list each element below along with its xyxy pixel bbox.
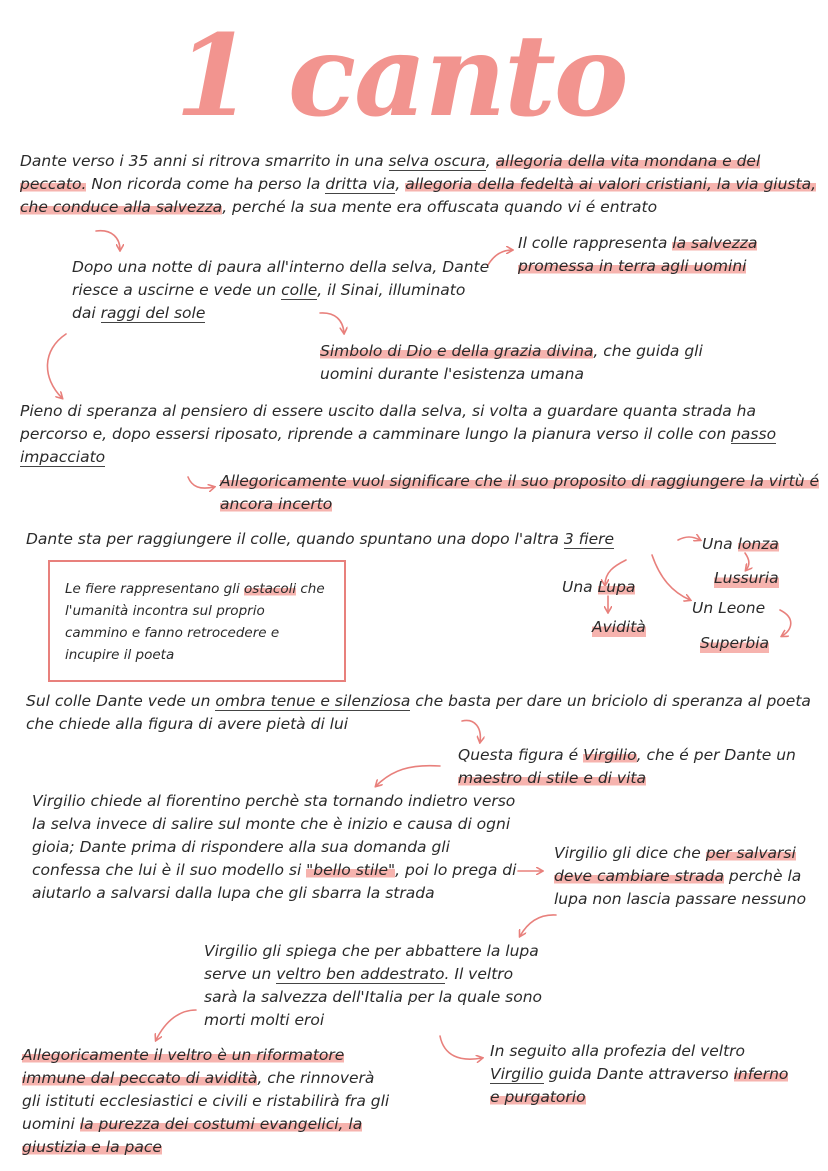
lupa-prefix: Una	[562, 578, 598, 596]
colle-note-highlight: la salvezza promessa in terra agli uomini	[518, 234, 758, 275]
chiede-text: , poi lo prega di aiutarlo a salvarsi dalla lupa che gli sbarra la strada	[32, 861, 517, 902]
superbia-label: Superbia	[700, 632, 769, 655]
lupa-label	[562, 576, 635, 599]
dritta-via-term: dritta via	[325, 175, 396, 193]
arrow-icon	[520, 915, 556, 936]
ombra-text: Sul colle Dante vede un	[26, 692, 216, 710]
virgilio-figura-note	[458, 744, 823, 790]
veltro-term: veltro ben addestrato	[276, 965, 445, 983]
veltro-text: . Il veltro sarà la salvezza dell'Italia per la quale sono morti molti eroi	[204, 965, 543, 1029]
lupa-highlight: Lupa	[597, 578, 636, 596]
veltro-paragraph	[204, 940, 544, 1032]
riformatore-text: , che rinnoverà gli istituti ecclesiastici e civili e ristabilirà fra gli uomini	[22, 1069, 390, 1133]
seguito-text: guida Dante attraverso	[543, 1065, 734, 1083]
inferno-highlight: inferno e purgatorio	[490, 1065, 789, 1106]
intro-highlight: allegoria della fedeltà ai valori cristiani, la via giusta, che conduce alla salvezza	[20, 175, 816, 216]
arrow-icon	[156, 1010, 196, 1040]
arrow-icon	[47, 334, 66, 398]
virgilio-text: , che é per Dante un	[636, 746, 796, 764]
selva-oscura-term: selva oscura	[388, 152, 486, 170]
fiere-box	[48, 560, 346, 682]
simbolo-note	[320, 340, 710, 386]
arrow-icon	[96, 231, 120, 250]
simbolo-text: , che guida gli uomini durante l'esistenza umana	[320, 342, 703, 383]
colle-term: colle	[281, 281, 318, 299]
ostacoli-highlight: ostacoli	[244, 581, 297, 597]
arrow-icon	[188, 477, 214, 488]
ombra-term: ombra tenue e silenziosa	[215, 692, 411, 710]
intro-highlight: allegoria della vita mondana e del peccato.	[20, 152, 761, 193]
page-title: 1 canto	[175, 11, 627, 142]
virgilio-term: Virgilio	[490, 1065, 544, 1083]
chiede-text: Virgilio chiede al fiorentino perchè sta tornando indietro verso la selva invece di salire sul monte che è inizio e causa di ogni gioia; Dante prima di rispondere alla sua domanda gli confessa che lui è il suo modello si	[32, 792, 516, 879]
salvarsi-highlight: per salvarsi deve cambiare strada	[554, 844, 796, 885]
bello-stile-highlight: "bello stile"	[306, 861, 396, 879]
intro-text: Dante verso i 35 anni si ritrova smarrito in una	[20, 152, 389, 170]
arrow-icon	[652, 555, 690, 600]
allegoria-note	[220, 470, 820, 516]
riformatore-paragraph	[22, 1044, 392, 1159]
arrow-icon	[440, 1036, 482, 1059]
ombra-paragraph	[26, 690, 816, 736]
avidita-label: Avidità	[592, 616, 646, 639]
lussuria-label: Lussuria	[714, 567, 779, 590]
ombra-text: che basta per dare un briciolo di speranza al poeta che chiede alla figura di avere pietà di lui	[26, 692, 811, 733]
seguito-text: In seguito alla profezia del veltro	[490, 1042, 746, 1060]
fiere-paragraph	[26, 528, 706, 551]
colle-note	[518, 232, 818, 278]
tre-fiere-term: 3 fiere	[563, 530, 615, 548]
raggi-term: raggi del sole	[100, 304, 206, 322]
notte-text: , il Sinai, illuminato dai	[72, 281, 466, 322]
fiere-text: Dante sta per raggiungere il colle, quando spuntano una dopo l'altra	[26, 530, 564, 548]
intro-text: ,	[485, 152, 496, 170]
salvarsi-text: perchè la lupa non lascia passare nessuno	[554, 867, 807, 908]
riformatore-highlight: Allegoricamente il veltro è un riformatore immune dal peccato di avidità	[22, 1046, 345, 1087]
passo-term: passo impacciato	[20, 425, 777, 466]
box-text: che l'umanità incontra sul proprio cammino e fanno retrocedere e incupire il poeta	[65, 581, 325, 663]
intro-paragraph	[20, 150, 820, 219]
intro-text: ,	[395, 175, 406, 193]
veltro-text: Virgilio gli spiega che per abbattere la lupa serve un	[204, 942, 539, 983]
speranza-paragraph	[20, 400, 820, 469]
intro-text: Non ricorda come ha perso la	[86, 175, 326, 193]
notte-text: Dopo una notte di paura all'interno della selva, Dante riesce a uscirne e vede un	[72, 258, 490, 299]
costumi-highlight: la purezza dei costumi evangelici, la giustizia e la pace	[22, 1115, 363, 1156]
colle-note-text: Il colle rappresenta	[518, 234, 673, 252]
box-text: Le fiere rappresentano gli	[65, 581, 245, 597]
salvarsi-note	[554, 842, 819, 911]
leone-label: Un Leone	[692, 599, 766, 617]
lonza-highlight: lonza	[737, 535, 779, 553]
allegoria-highlight: Allegoricamente vuol significare che il suo proposito di raggiungere la virtù é ancora incerto	[220, 472, 819, 513]
speranza-text: Pieno di speranza al pensiero di essere uscito dalla selva, si volta a guardare quanta strada ha percorso e, dopo essersi riposato, riprende a camminare lungo la pianura verso il colle con	[20, 402, 757, 443]
arrow-icon	[376, 766, 440, 786]
chiede-paragraph	[32, 790, 522, 905]
lonza-label	[702, 533, 779, 556]
arrow-icon	[780, 610, 791, 636]
intro-text: , perché la sua mente era offuscata quando vi é entrato	[222, 198, 658, 216]
simbolo-highlight: Simbolo di Dio e della grazia divina	[320, 342, 594, 360]
maestro-highlight: maestro di stile e di vita	[458, 769, 646, 787]
salvarsi-text: Virgilio gli dice che	[554, 844, 706, 862]
virgilio-highlight: Virgilio	[583, 746, 637, 764]
seguito-note	[490, 1040, 790, 1109]
notte-paragraph	[72, 256, 492, 325]
virgilio-text: Questa figura é	[458, 746, 584, 764]
lonza-prefix: Una	[702, 535, 738, 553]
